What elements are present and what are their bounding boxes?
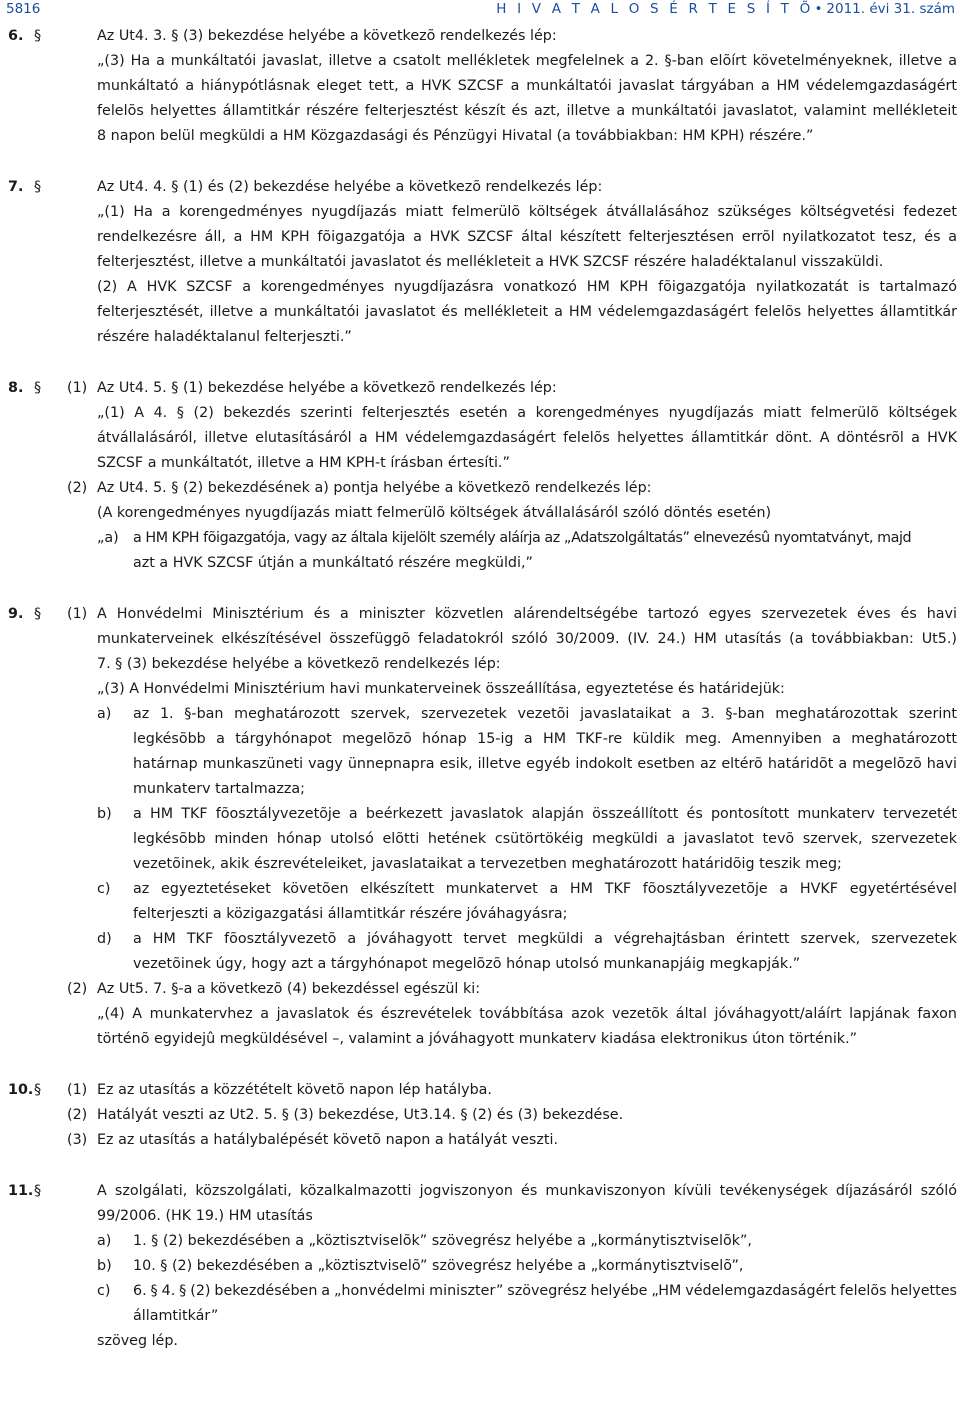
paragraph-line: 1. § (2) bekezdésében a „köztisztviselõk” szövegrész helyébe a „kormánytisztviselõk”,	[133, 1233, 752, 1249]
section-number: 11.	[8, 1183, 34, 1199]
bullet-separator: •	[814, 1, 823, 17]
paragraph-line: az 1. §-ban meghatározott szervek, szervezetek vezetõi javaslataikat a 3. §-ban meghatározottak szerint	[133, 706, 957, 722]
subsection-label: (1)	[67, 1082, 88, 1098]
paragraph-line: 10. § (2) bekezdésében a „köztisztviselõ” szövegrész helyébe a „kormánytisztviselõ”,	[133, 1258, 744, 1274]
paragraph-line: (A korengedményes nyugdíjazás miatt felmerülõ költségek átvállalásáról szóló döntés esetén)	[97, 505, 772, 521]
subsection-label: (3)	[67, 1132, 88, 1148]
section-sign: §	[34, 380, 42, 396]
section-sign: §	[34, 1082, 42, 1098]
point-label: b)	[97, 1258, 112, 1274]
paragraph-line: legkésõbb minden hónap utolsó elõtti hetének csütörtökéig megküldi a javaslatot tevõ szervek, szervezetek	[133, 831, 957, 847]
paragraph-line: 7. § (3) bekezdése helyébe a következõ rendelkezés lép:	[97, 656, 501, 672]
paragraph-line: 6. § 4. § (2) bekezdésében a „honvédelmi miniszter” szövegrész helyébe „HM védelemgazdaságért felelõs helyettes	[133, 1283, 957, 1299]
point-label: a)	[97, 1233, 112, 1249]
paragraph-line: szöveg lép.	[97, 1333, 178, 1349]
point-label: c)	[97, 881, 111, 897]
publication-info	[496, 1, 955, 17]
paragraph-line: az egyeztetéseket követõen elkészített munkatervet a HM TKF fõosztályvezetõje a HVKF egyetértésével	[133, 881, 957, 897]
paragraph-line: munkaterveinek elkészítésével összefüggõ feladatokról szóló 30/2009. (IV. 24.) HM utasítás (a továbbiakban: Ut5.)	[97, 631, 957, 647]
paragraph-line: „(3) A Honvédelmi Minisztérium havi munkaterveinek összeállítása, egyeztetése és határidejük:	[97, 681, 785, 697]
paragraph-line: A Honvédelmi Minisztérium és a miniszter közvetlen alárendeltségébe tartozó egyes szervezetek éves és havi	[97, 606, 957, 622]
section-number: 8.	[8, 380, 24, 396]
section-number: 7.	[8, 179, 24, 195]
point-label: b)	[97, 806, 112, 822]
paragraph-line: „(1) A 4. § (2) bekezdés szerinti felterjesztés esetén a korengedményes nyugdíjazás miatt felmerülõ költségek	[97, 405, 957, 421]
paragraph-line: Az Ut5. 7. §-a a következõ (4) bekezdéssel egészül ki:	[97, 981, 481, 997]
paragraph-line: átvállalásáról, illetve elutasításáról a HM védelemgazdaságért felelõs helyettes államtitkár dönt. A döntésrõl a HVK	[97, 430, 957, 446]
paragraph-line: rendelkezésre áll, a HM KPH fõigazgatója a HVK SZCSF által készített felterjesztésen errõl nyilatkozatot tesz, és a	[97, 229, 957, 245]
paragraph-line: a HM KPH fõigazgatója, vagy az általa kijelölt személy aláírja az „Adatszolgáltatás” elnevezésû nyomtatványt, majd	[133, 530, 912, 546]
paragraph-line: felterjeszti a közigazgatási államtitkár részére jóváhagyásra;	[133, 906, 568, 922]
point-label: d)	[97, 931, 112, 947]
subsection-label: (1)	[67, 380, 88, 396]
section-sign: §	[34, 28, 42, 44]
subsection-label: (2)	[67, 1107, 88, 1123]
paragraph-line: SZCSF a munkáltatót, illetve a HM KPH-t írásban értesíti.”	[97, 455, 510, 471]
section-sign: §	[34, 606, 42, 622]
paragraph-line: (2) A HVK SZCSF a korengedményes nyugdíjazásra vonatkozó HM KPH fõigazgatója nyilatkozatát is tartalmazó	[97, 279, 957, 295]
paragraph-line: 99/2006. (HK 19.) HM utasítás	[97, 1208, 313, 1224]
paragraph-line: legkésõbb a tárgyhónapot megelõzõ hónap 15-ig a HM TKF-re küldik meg. Amennyiben a meghatározott	[133, 731, 957, 747]
section-sign: §	[34, 1183, 42, 1199]
paragraph-line: államtitkár”	[133, 1308, 219, 1324]
subsection-label: (2)	[67, 480, 88, 496]
paragraph-line: felelõs helyettes államtitkár részére felterjesztést készít és azt, illetve a munkáltatói javaslatot, valamint mellékleteit	[97, 103, 957, 119]
paragraph-line: Az Ut4. 5. § (1) bekezdése helyébe a következõ rendelkezés lép:	[97, 380, 557, 396]
paragraph-line: 8 napon belül megküldi a HM Közgazdasági és Pénzügyi Hivatal (a továbbiakban: HM KPH) részére.”	[97, 128, 814, 144]
paragraph-line: vezetõinek úgy, hogy azt a tárgyhónapot megelõzõ hónap utolsó munkanapjáig megkapják.”	[133, 956, 801, 972]
paragraph-line: Az Ut4. 5. § (2) bekezdésének a) pontja helyébe a következõ rendelkezés lép:	[97, 480, 652, 496]
paragraph-line: munkaterv tartalmazza;	[133, 781, 305, 797]
paragraph-line: a HM TKF fõosztályvezetõje a beérkezett javaslatok alapján összeállított és pontosított munkaterv tervezetét	[133, 806, 957, 822]
paragraph-line: határnap munkaszüneti vagy ünnepnapra esik, illetve egyéb indokolt esetben az eltérõ határidõt a megelõzõ havi	[133, 756, 957, 772]
paragraph-line: Hatályát veszti az Ut2. 5. § (3) bekezdése, Ut3.14. § (2) és (3) bekezdése.	[97, 1107, 624, 1123]
publication-title: H I V A T A L O S É R T E S Í T Õ	[496, 1, 814, 17]
section-number: 9.	[8, 606, 24, 622]
paragraph-line: Az Ut4. 4. § (1) és (2) bekezdése helyébe a következõ rendelkezés lép:	[97, 179, 603, 195]
page-number: 5816	[6, 1, 41, 17]
paragraph-line: munkáltató a hiánypótlásnak eleget tett, a HVK SZCSF a munkáltatói javaslat tárgyában a HM védelemgazdaságért	[97, 78, 957, 94]
point-label: „a)	[97, 530, 119, 546]
paragraph-line: felterjesztését, illetve a munkáltatói javaslatot és mellékleteit a HM védelemgazdaságért felelõs helyettes államtitkár	[97, 304, 957, 320]
paragraph-line: Ez az utasítás a közzétételt követõ napon lép hatályba.	[97, 1082, 492, 1098]
paragraph-line: A szolgálati, közszolgálati, közalkalmazotti jogviszonyon és munkaviszonyon kívüli tevékenységek díjazásáról szóló	[97, 1183, 957, 1199]
paragraph-line: „(3) Ha a munkáltatói javaslat, illetve a csatolt mellékletek megfelelnek a 2. §-ban elõírt követelményeknek, illetve a	[97, 53, 957, 69]
paragraph-line: részére haladéktalanul felterjeszti.”	[97, 329, 352, 345]
point-label: c)	[97, 1283, 111, 1299]
paragraph-line: felterjesztést, illetve a munkáltatói javaslatot és mellékleteit a HVK SZCSF részére haladéktalanul visszaküldi.	[97, 254, 884, 270]
paragraph-line: történõ egyidejû megküldésével –, valamint a jóváhagyott munkaterv kiadása elektronikus úton történik.”	[97, 1031, 858, 1047]
section-number: 6.	[8, 28, 24, 44]
paragraph-line: a HM TKF fõosztályvezetõ a jóváhagyott tervet megküldi a végrehajtásban érintett szervek, szervezetek	[133, 931, 957, 947]
paragraph-line: „(4) A munkatervhez a javaslatok és észrevételek továbbítása azok vezetõk által jóváhagyott/aláírt lapjának faxon	[97, 1006, 957, 1022]
point-label: a)	[97, 706, 112, 722]
issue-number: 2011. évi 31. szám	[826, 1, 955, 17]
paragraph-line: Az Ut4. 3. § (3) bekezdése helyébe a következõ rendelkezés lép:	[97, 28, 557, 44]
subsection-label: (1)	[67, 606, 88, 622]
paragraph-line: „(1) Ha a korengedményes nyugdíjazás miatt felmerülõ költségek átvállalásához szükséges költségvetési fedezet	[97, 204, 957, 220]
paragraph-line: Ez az utasítás a hatálybalépését követõ napon a hatályát veszti.	[97, 1132, 558, 1148]
section-number: 10.	[8, 1082, 34, 1098]
paragraph-line: vezetõinek, akik észrevételeiket, javaslataikat a tervezetben meghatározott határidõig teszik meg;	[133, 856, 842, 872]
paragraph-line: azt a HVK SZCSF útján a munkáltató részére megküldi,”	[133, 555, 533, 571]
subsection-label: (2)	[67, 981, 88, 997]
page-header	[0, 0, 960, 20]
section-sign: §	[34, 179, 42, 195]
